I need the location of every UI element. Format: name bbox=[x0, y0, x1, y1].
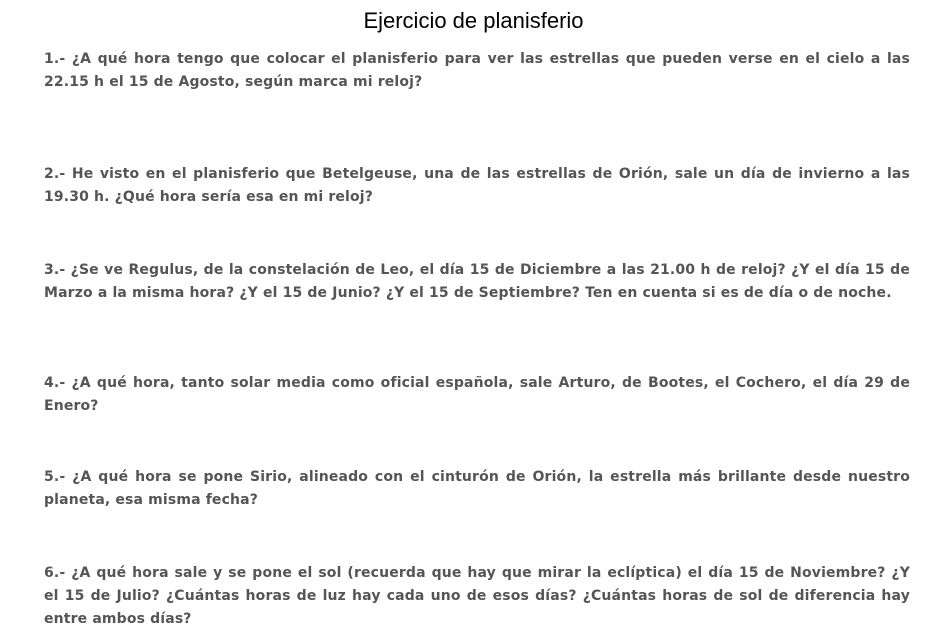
question-4: 4.- ¿A qué hora, tanto solar media como oficial española, sale Arturo, de Bootes, el Cochero, el día 29 de Enero? bbox=[44, 375, 910, 414]
question-3: 3.- ¿Se ve Regulus, de la constelación de Leo, el día 15 de Diciembre a las 21.00 h de reloj? ¿Y el día 15 de Marzo a la misma hora? ¿Y el 15 de Junio? ¿Y el 15 de Septiembre? Ten en cuenta si es de día o de noche. bbox=[44, 262, 910, 301]
question-1: 1.- ¿A qué hora tengo que colocar el planisferio para ver las estrellas que pueden verse en el cielo a las 22.15 h el 15 de Agosto, según marca mi reloj? bbox=[44, 51, 910, 90]
page-title: Ejercicio de planisferio bbox=[363, 8, 584, 33]
question-5: 5.- ¿A qué hora se pone Sirio, alineado con el cinturón de Orión, la estrella más brillante desde nuestro planeta, esa misma fecha? bbox=[44, 469, 910, 508]
question-6: 6.- ¿A qué hora sale y se pone el sol (recuerda que hay que mirar la eclíptica) el día 15 de Noviembre? ¿Y el 15 de Julio? ¿Cuántas horas de luz hay cada uno de esos días? ¿Cuántas horas de sol de diferencia hay entre ambos días? bbox=[44, 565, 910, 627]
question-2: 2.- He visto en el planisferio que Betelgeuse, una de las estrellas de Orión, sale un día de invierno a las 19.30 h. ¿Qué hora sería esa en mi reloj? bbox=[44, 166, 910, 205]
